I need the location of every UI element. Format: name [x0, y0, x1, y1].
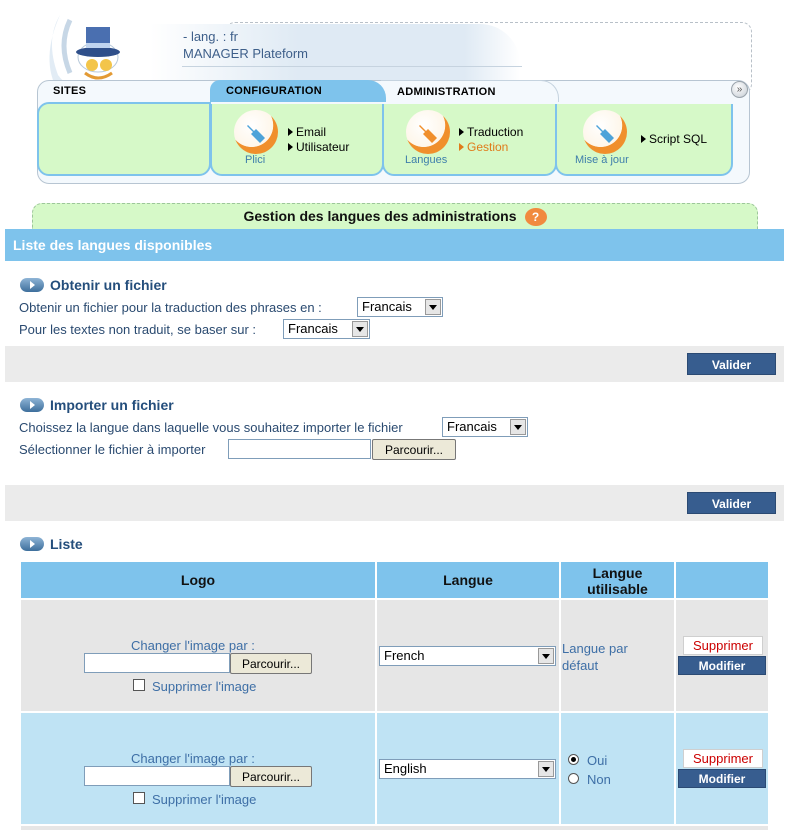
language-select[interactable]: English: [379, 759, 556, 779]
obtenir-translation-label: Obtenir un fichier pour la traduction des phrases en :: [19, 300, 322, 315]
collapse-icon[interactable]: »: [731, 81, 748, 98]
importer-language-select[interactable]: Francais: [442, 417, 528, 437]
delete-image-checkbox[interactable]: [133, 679, 145, 691]
delete-button[interactable]: Supprimer: [683, 636, 763, 655]
chevron-down-icon[interactable]: [510, 419, 526, 435]
nav-label-langues[interactable]: Langues: [405, 154, 448, 166]
header-platform-name: MANAGER Plateform: [183, 46, 308, 61]
change-image-label: Changer l'image par :: [131, 638, 255, 653]
table-row-partial: [21, 826, 768, 830]
nav-link-script-sql[interactable]: Script SQL: [641, 132, 707, 146]
obtenir-action-bar: [5, 346, 784, 382]
delete-image-label: Supprimer l'image: [152, 679, 257, 694]
header-divider: [182, 66, 522, 67]
image-file-input[interactable]: [84, 766, 230, 786]
modify-button[interactable]: Modifier: [678, 769, 766, 788]
nav-label-plici[interactable]: Plici: [245, 154, 266, 166]
section-header: Liste des langues disponibles: [5, 229, 784, 261]
importer-action-bar: [5, 485, 784, 521]
section-importer: Importer un fichier: [20, 397, 174, 413]
nav-panel-langues: [382, 104, 557, 176]
help-icon[interactable]: ?: [525, 208, 547, 226]
wrench-icon[interactable]: [406, 110, 450, 154]
section-obtenir: Obtenir un fichier: [20, 277, 167, 293]
nav-link-utilisateur[interactable]: Utilisateur: [288, 140, 349, 154]
column-header-actions: [676, 562, 768, 598]
delete-image-checkbox[interactable]: [133, 792, 145, 804]
usable-yes-label: Oui: [587, 753, 608, 768]
page-title: Gestion des langues des administrations: [243, 208, 517, 224]
wrench-icon[interactable]: [583, 110, 627, 154]
language-select[interactable]: French: [379, 646, 556, 666]
importer-file-label: Sélectionner le fichier à importer: [19, 442, 206, 457]
column-header-logo: Logo: [21, 562, 375, 598]
nav-panel-admin: [555, 104, 733, 176]
importer-browse-button[interactable]: Parcourir...: [372, 439, 456, 460]
nav-panel-sites: [37, 102, 211, 176]
nav-link-gestion[interactable]: Gestion: [459, 140, 508, 154]
image-file-input[interactable]: [84, 653, 230, 673]
nav-label-mise-a-jour[interactable]: Mise à jour: [575, 154, 629, 166]
column-header-langue: Langue: [377, 562, 559, 598]
obtenir-base-select[interactable]: Francais: [283, 319, 370, 339]
obtenir-translation-select[interactable]: Francais: [357, 297, 443, 317]
image-browse-button[interactable]: Parcourir...: [230, 766, 312, 787]
usable-no-radio[interactable]: [568, 773, 579, 784]
importer-file-input[interactable]: [228, 439, 371, 459]
nav-link-email[interactable]: Email: [288, 125, 326, 139]
usable-no-label: Non: [587, 772, 611, 787]
tab-configuration[interactable]: CONFIGURATION: [210, 80, 386, 102]
obtenir-submit-button[interactable]: Valider: [687, 353, 776, 375]
nav-link-traduction[interactable]: Traduction: [459, 125, 523, 139]
usable-yes-radio[interactable]: [568, 754, 579, 765]
nav-panel-plici: [210, 104, 384, 176]
delete-button[interactable]: Supprimer: [683, 749, 763, 768]
default-language-text: Langue par défaut: [562, 641, 628, 673]
modify-button[interactable]: Modifier: [678, 656, 766, 675]
tab-administration[interactable]: ADMINISTRATION: [381, 80, 559, 102]
image-browse-button[interactable]: Parcourir...: [230, 653, 312, 674]
obtenir-base-label: Pour les textes non traduit, se baser sur :: [19, 322, 257, 337]
header-language: - lang. : fr: [183, 29, 238, 44]
arrow-bullet-icon: [20, 278, 44, 292]
delete-image-label: Supprimer l'image: [152, 792, 257, 807]
column-header-usable: Langue utilisable: [561, 562, 674, 598]
table-row: [21, 600, 768, 711]
chevron-down-icon[interactable]: [425, 299, 441, 315]
chevron-down-icon[interactable]: [538, 761, 554, 777]
table-row: [21, 713, 768, 824]
change-image-label: Changer l'image par :: [131, 751, 255, 766]
importer-language-label: Choissez la langue dans laquelle vous souhaitez importer le fichier: [19, 420, 403, 435]
arrow-bullet-icon: [20, 398, 44, 412]
chevron-down-icon[interactable]: [352, 321, 368, 337]
importer-submit-button[interactable]: Valider: [687, 492, 776, 514]
arrow-bullet-icon: [20, 537, 44, 551]
wrench-icon[interactable]: [234, 110, 278, 154]
section-liste: Liste: [20, 536, 83, 552]
page-title-bar: [32, 203, 758, 229]
chevron-down-icon[interactable]: [538, 648, 554, 664]
tab-sites[interactable]: SITES: [53, 85, 87, 97]
